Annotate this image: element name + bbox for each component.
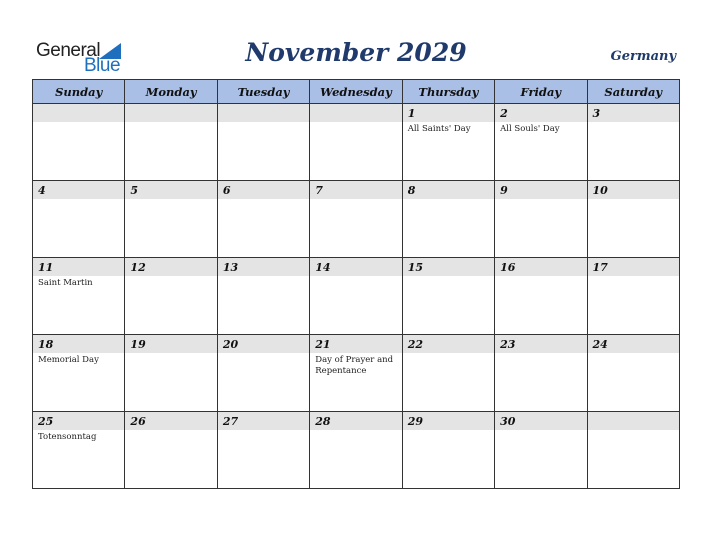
holiday-label — [125, 122, 216, 124]
holiday-label — [495, 199, 586, 201]
day-number: 8 — [403, 181, 494, 199]
day-cell-content — [33, 258, 124, 334]
day-cell-content — [218, 181, 309, 257]
holiday-label — [403, 430, 494, 432]
day-number: 4 — [33, 181, 124, 199]
day-cell-content — [403, 335, 494, 411]
day-number: 28 — [310, 412, 401, 430]
day-cell — [402, 412, 494, 489]
day-cell — [495, 412, 587, 489]
weekday-header: Saturday — [587, 80, 679, 104]
day-cell — [310, 412, 402, 489]
day-cell-content — [218, 412, 309, 488]
day-cell — [587, 258, 679, 335]
holiday-label — [125, 430, 216, 432]
day-cell — [33, 104, 125, 181]
day-number: 9 — [495, 181, 586, 199]
day-cell — [217, 104, 309, 181]
logo-text-general: General — [36, 40, 101, 61]
holiday-label: Totensonntag — [38, 432, 97, 442]
country-label: Germany — [610, 49, 676, 64]
day-number: 26 — [125, 412, 216, 430]
weekday-header: Sunday — [33, 80, 125, 104]
day-cell-content — [588, 412, 679, 488]
day-cell — [402, 335, 494, 412]
weekday-header: Friday — [495, 80, 587, 104]
day-cell — [217, 181, 309, 258]
holiday-label — [403, 276, 494, 278]
day-number: 29 — [403, 412, 494, 430]
day-cell-content — [310, 104, 401, 180]
day-number: 24 — [588, 335, 679, 353]
day-cell-content — [588, 181, 679, 257]
holiday-label — [403, 353, 494, 355]
day-number: 14 — [310, 258, 401, 276]
day-cell — [402, 181, 494, 258]
day-cell-content — [218, 335, 309, 411]
day-number: 6 — [218, 181, 309, 199]
day-number — [588, 412, 679, 430]
day-cell — [587, 412, 679, 489]
day-number: 15 — [403, 258, 494, 276]
day-cell — [33, 335, 125, 412]
holiday-label — [125, 199, 216, 201]
holiday-label — [310, 199, 401, 201]
day-number: 5 — [125, 181, 216, 199]
day-number: 18 — [33, 335, 124, 353]
holiday-label — [310, 122, 401, 124]
holiday-label — [495, 353, 586, 355]
day-cell — [310, 181, 402, 258]
day-cell — [402, 258, 494, 335]
day-cell — [587, 335, 679, 412]
day-number — [310, 104, 401, 122]
day-cell-content — [588, 104, 679, 180]
holiday-label — [588, 276, 679, 278]
day-number: 10 — [588, 181, 679, 199]
day-cell-content — [495, 412, 586, 488]
holiday-label: Memorial Day — [38, 355, 99, 365]
day-number: 17 — [588, 258, 679, 276]
day-number: 22 — [403, 335, 494, 353]
weekday-header: Tuesday — [217, 80, 309, 104]
day-number: 3 — [588, 104, 679, 122]
day-cell-content — [125, 335, 216, 411]
day-cell — [310, 258, 402, 335]
day-number: 25 — [33, 412, 124, 430]
holiday-label — [125, 276, 216, 278]
day-cell-content — [495, 335, 586, 411]
holiday-label: All Saints' Day — [407, 124, 471, 134]
day-cell — [125, 104, 217, 181]
holiday-label — [33, 122, 124, 124]
holiday-label — [33, 199, 124, 201]
holiday-label — [588, 353, 679, 355]
holiday-label — [218, 199, 309, 201]
day-cell-content — [403, 181, 494, 257]
holiday-label — [218, 353, 309, 355]
holiday-label — [310, 276, 401, 278]
week-row — [33, 104, 680, 181]
day-cell-content — [588, 335, 679, 411]
day-cell — [495, 335, 587, 412]
day-number: 2 — [495, 104, 586, 122]
day-number: 11 — [33, 258, 124, 276]
day-cell-content — [495, 104, 586, 180]
day-cell — [495, 258, 587, 335]
day-cell — [125, 181, 217, 258]
day-number: 30 — [495, 412, 586, 430]
day-cell-content — [495, 258, 586, 334]
day-number — [218, 104, 309, 122]
holiday-label: Saint Martin — [38, 278, 93, 288]
day-number: 23 — [495, 335, 586, 353]
day-number: 7 — [310, 181, 401, 199]
week-row — [33, 412, 680, 489]
day-cell — [495, 104, 587, 181]
day-cell-content — [403, 258, 494, 334]
day-cell-content — [218, 258, 309, 334]
day-cell-content — [33, 181, 124, 257]
day-cell — [33, 181, 125, 258]
logo-text-blue: Blue — [84, 55, 121, 76]
day-number: 16 — [495, 258, 586, 276]
holiday-label — [218, 430, 309, 432]
holiday-label — [588, 430, 679, 432]
week-row — [33, 181, 680, 258]
calendar-grid — [32, 79, 680, 489]
day-number: 13 — [218, 258, 309, 276]
day-cell-content — [33, 104, 124, 180]
day-cell — [33, 258, 125, 335]
day-cell-content — [218, 104, 309, 180]
day-cell-content — [125, 258, 216, 334]
day-cell-content — [125, 104, 216, 180]
day-cell — [587, 181, 679, 258]
day-cell-content — [310, 258, 401, 334]
day-cell-content — [495, 181, 586, 257]
day-number: 21 — [310, 335, 401, 353]
holiday-label: All Souls' Day — [500, 124, 560, 134]
day-cell-content — [310, 335, 401, 411]
holiday-label — [125, 353, 216, 355]
day-cell — [33, 412, 125, 489]
day-number: 12 — [125, 258, 216, 276]
weekday-header: Wednesday — [310, 80, 402, 104]
day-number: 19 — [125, 335, 216, 353]
day-number — [125, 104, 216, 122]
weekday-header: Monday — [125, 80, 217, 104]
week-row — [33, 258, 680, 335]
weekday-header-row — [33, 80, 680, 104]
day-cell — [310, 104, 402, 181]
day-cell — [125, 258, 217, 335]
day-cell-content — [310, 181, 401, 257]
day-cell — [125, 412, 217, 489]
holiday-label — [310, 430, 401, 432]
holiday-label: Day of Prayer and Repentance — [315, 355, 394, 376]
day-number: 1 — [403, 104, 494, 122]
day-number: 27 — [218, 412, 309, 430]
day-cell-content — [33, 335, 124, 411]
day-cell — [495, 181, 587, 258]
calendar-title: November 2029 — [245, 38, 467, 67]
calendar-body — [33, 104, 680, 489]
day-cell-content — [403, 104, 494, 180]
day-cell — [217, 412, 309, 489]
day-cell — [402, 104, 494, 181]
day-cell — [125, 335, 217, 412]
holiday-label — [403, 199, 494, 201]
day-cell-content — [33, 412, 124, 488]
day-number — [33, 104, 124, 122]
day-cell — [310, 335, 402, 412]
day-cell — [217, 258, 309, 335]
holiday-label — [495, 276, 586, 278]
holiday-label — [495, 430, 586, 432]
holiday-label — [218, 122, 309, 124]
day-cell-content — [310, 412, 401, 488]
day-cell — [217, 335, 309, 412]
holiday-label — [218, 276, 309, 278]
holiday-label — [588, 122, 679, 124]
holiday-label — [588, 199, 679, 201]
day-number: 20 — [218, 335, 309, 353]
day-cell-content — [403, 412, 494, 488]
weekday-header: Thursday — [402, 80, 494, 104]
day-cell-content — [125, 412, 216, 488]
day-cell — [587, 104, 679, 181]
day-cell-content — [588, 258, 679, 334]
week-row — [33, 335, 680, 412]
day-cell-content — [125, 181, 216, 257]
